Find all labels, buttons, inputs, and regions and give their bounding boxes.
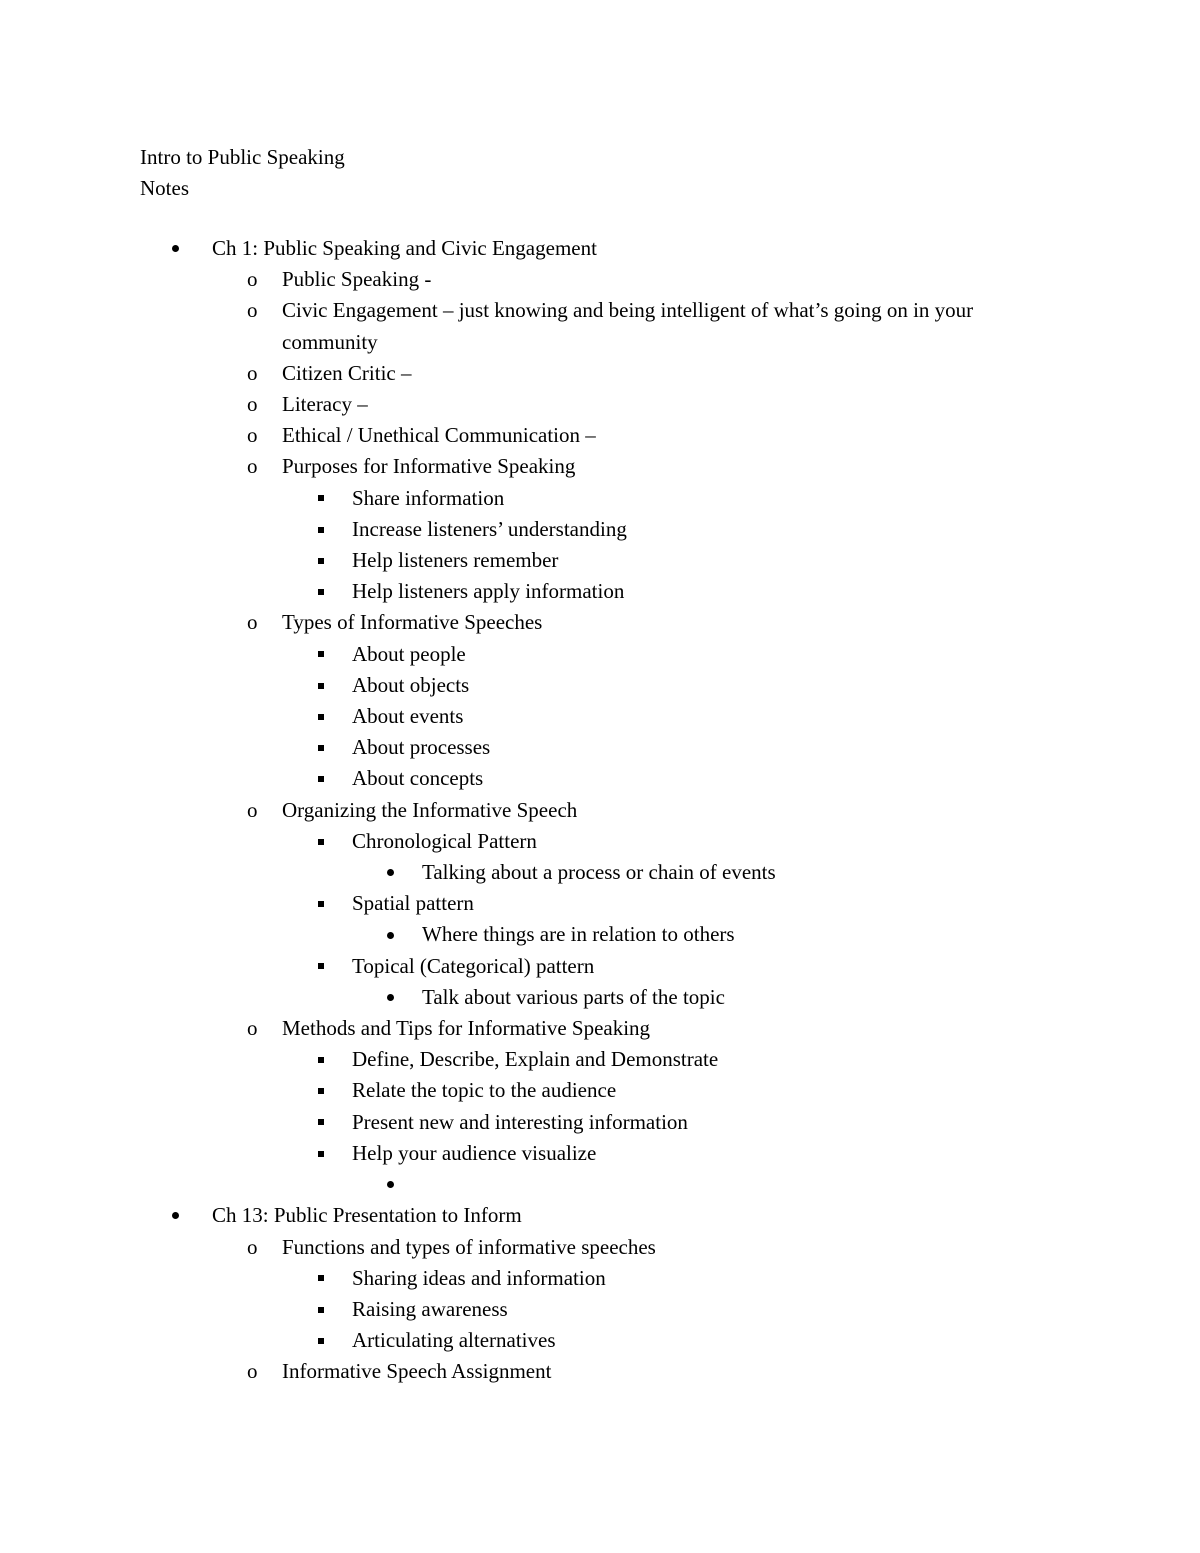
square-bullet-icon [318, 951, 324, 982]
outline-item-level-3 [0, 545, 1200, 576]
outline-item-level-1 [0, 1200, 1200, 1231]
outline-item-level-3 [0, 1044, 1200, 1075]
outline-item-text: About objects [352, 672, 470, 697]
outline-item-text: Ethical / Unethical Communication – [282, 423, 596, 448]
outline-item-text: Share information [352, 485, 505, 510]
outline-item-level-3 [0, 951, 1200, 982]
outline-item-level-2 [0, 795, 1200, 826]
outline-item-text: Literacy – [282, 392, 368, 417]
outline-item-level-2 [0, 1013, 1200, 1044]
outline-item-text: Talk about various parts of the topic [422, 984, 725, 1009]
outline-item-text: Ch 13: Public Presentation to Inform [212, 1203, 522, 1228]
circle-bullet-icon: o [247, 360, 258, 385]
square-bullet-icon [318, 1044, 324, 1075]
outline-item-level-2 [0, 420, 1200, 451]
square-bullet-icon [318, 483, 324, 514]
outline-item-text: Articulating alternatives [352, 1328, 556, 1353]
circle-bullet-icon: o [247, 267, 258, 292]
outline-item-text: Chronological Pattern [352, 828, 537, 853]
outline-item-level-2 [0, 1356, 1200, 1387]
outline-item-level-3 [0, 1325, 1200, 1356]
outline-item-text: Relate the topic to the audience [352, 1078, 617, 1103]
outline-item-level-1 [0, 233, 1200, 264]
outline-item-text: Sharing ideas and information [352, 1265, 606, 1290]
outline-item-level-2 [0, 295, 1200, 357]
square-bullet-icon [318, 1138, 324, 1169]
disc-bullet-icon [172, 1200, 179, 1231]
outline-item-text: Methods and Tips for Informative Speaking [282, 1016, 651, 1041]
square-bullet-icon [318, 639, 324, 670]
outline-item-level-4 [0, 982, 1200, 1013]
square-bullet-icon [318, 1325, 324, 1356]
square-bullet-icon [318, 1294, 324, 1325]
square-bullet-icon [318, 1075, 324, 1106]
outline-item-text: About concepts [352, 766, 484, 791]
disc-bullet-icon [387, 982, 394, 1013]
outline-item-text [422, 1169, 1200, 1200]
outline-item-text: Increase listeners’ understanding [352, 516, 627, 541]
circle-bullet-icon: o [247, 797, 258, 822]
outline-item-level-3 [0, 514, 1200, 545]
circle-bullet-icon: o [247, 610, 258, 635]
outline-item-text: Ch 1: Public Speaking and Civic Engagement [212, 236, 597, 260]
outline-item-text: Help listeners remember [352, 548, 559, 573]
square-bullet-icon [318, 545, 324, 576]
outline-item-text: Informative Speech Assignment [282, 1359, 552, 1384]
outline-item-level-2 [0, 358, 1200, 389]
outline-item-level-3 [0, 1138, 1200, 1169]
outline-item-text: About processes [352, 735, 491, 760]
outline-item-level-3 [0, 1107, 1200, 1138]
outline-item-text: Types of Informative Speeches [282, 610, 543, 635]
square-bullet-icon [318, 732, 324, 763]
outline-item-text: Talking about a process or chain of events [422, 860, 776, 885]
outline-item-level-3 [0, 763, 1200, 794]
outline-item-text: Present new and interesting information [352, 1109, 688, 1134]
outline-item-level-3 [0, 1263, 1200, 1294]
outline-item-text: Civic Engagement – just knowing and being intelligent of what’s going on in your community [282, 298, 974, 354]
circle-bullet-icon: o [247, 1016, 258, 1041]
circle-bullet-icon: o [247, 1359, 258, 1384]
outline-item-text: Functions and types of informative speeches [282, 1234, 656, 1259]
circle-bullet-icon: o [247, 392, 258, 417]
circle-bullet-icon: o [247, 1234, 258, 1259]
outline-item-level-4 [0, 919, 1200, 950]
outline-item-level-3 [0, 1075, 1200, 1106]
square-bullet-icon [318, 514, 324, 545]
circle-bullet-icon: o [247, 454, 258, 479]
outline-item-level-3 [0, 576, 1200, 607]
disc-bullet-icon [387, 1169, 394, 1200]
outline-item-level-3 [0, 670, 1200, 701]
outline-item-text: Where things are in relation to others [422, 922, 735, 947]
square-bullet-icon [318, 1263, 324, 1294]
outline-item-text: Raising awareness [352, 1296, 508, 1321]
outline-item-level-2 [0, 264, 1200, 295]
outline-item-text: Help listeners apply information [352, 579, 625, 604]
outline-item-level-3 [0, 483, 1200, 514]
outline-item-text: Public Speaking - [282, 267, 432, 292]
outline-item-text: Purposes for Informative Speaking [282, 454, 576, 479]
notes-outline [0, 233, 1200, 1388]
outline-item-level-3 [0, 639, 1200, 670]
document-title: Intro to Public Speaking [140, 145, 345, 169]
outline-item-level-2 [0, 607, 1200, 638]
outline-item-level-3 [0, 826, 1200, 857]
outline-item-level-2 [0, 451, 1200, 482]
outline-item-text: Citizen Critic – [282, 360, 412, 385]
outline-item-level-4 [0, 857, 1200, 888]
circle-bullet-icon: o [247, 298, 258, 323]
square-bullet-icon [318, 670, 324, 701]
square-bullet-icon [318, 826, 324, 857]
outline-item-text: Organizing the Informative Speech [282, 797, 578, 822]
outline-item-level-3 [0, 888, 1200, 919]
outline-item-level-3 [0, 701, 1200, 732]
outline-item-level-3 [0, 1294, 1200, 1325]
disc-bullet-icon [387, 857, 394, 888]
square-bullet-icon [318, 1107, 324, 1138]
document-header [140, 142, 345, 204]
square-bullet-icon [318, 888, 324, 919]
outline-item-level-2 [0, 389, 1200, 420]
outline-item-text: About people [352, 641, 466, 666]
disc-bullet-icon [387, 919, 394, 950]
outline-item-text: Define, Describe, Explain and Demonstrate [352, 1047, 719, 1072]
square-bullet-icon [318, 701, 324, 732]
outline-item-text: Help your audience visualize [352, 1140, 597, 1165]
outline-item-level-3 [0, 732, 1200, 763]
outline-item-text: Topical (Categorical) pattern [352, 953, 595, 978]
outline-item-text: Spatial pattern [352, 891, 474, 916]
disc-bullet-icon [172, 233, 179, 264]
outline-item-level-2 [0, 1232, 1200, 1263]
outline-item-text: About events [352, 704, 464, 729]
circle-bullet-icon: o [247, 423, 258, 448]
square-bullet-icon [318, 576, 324, 607]
document-subtitle: Notes [140, 176, 189, 200]
square-bullet-icon [318, 763, 324, 794]
outline-item-level-4 [0, 1169, 1200, 1200]
